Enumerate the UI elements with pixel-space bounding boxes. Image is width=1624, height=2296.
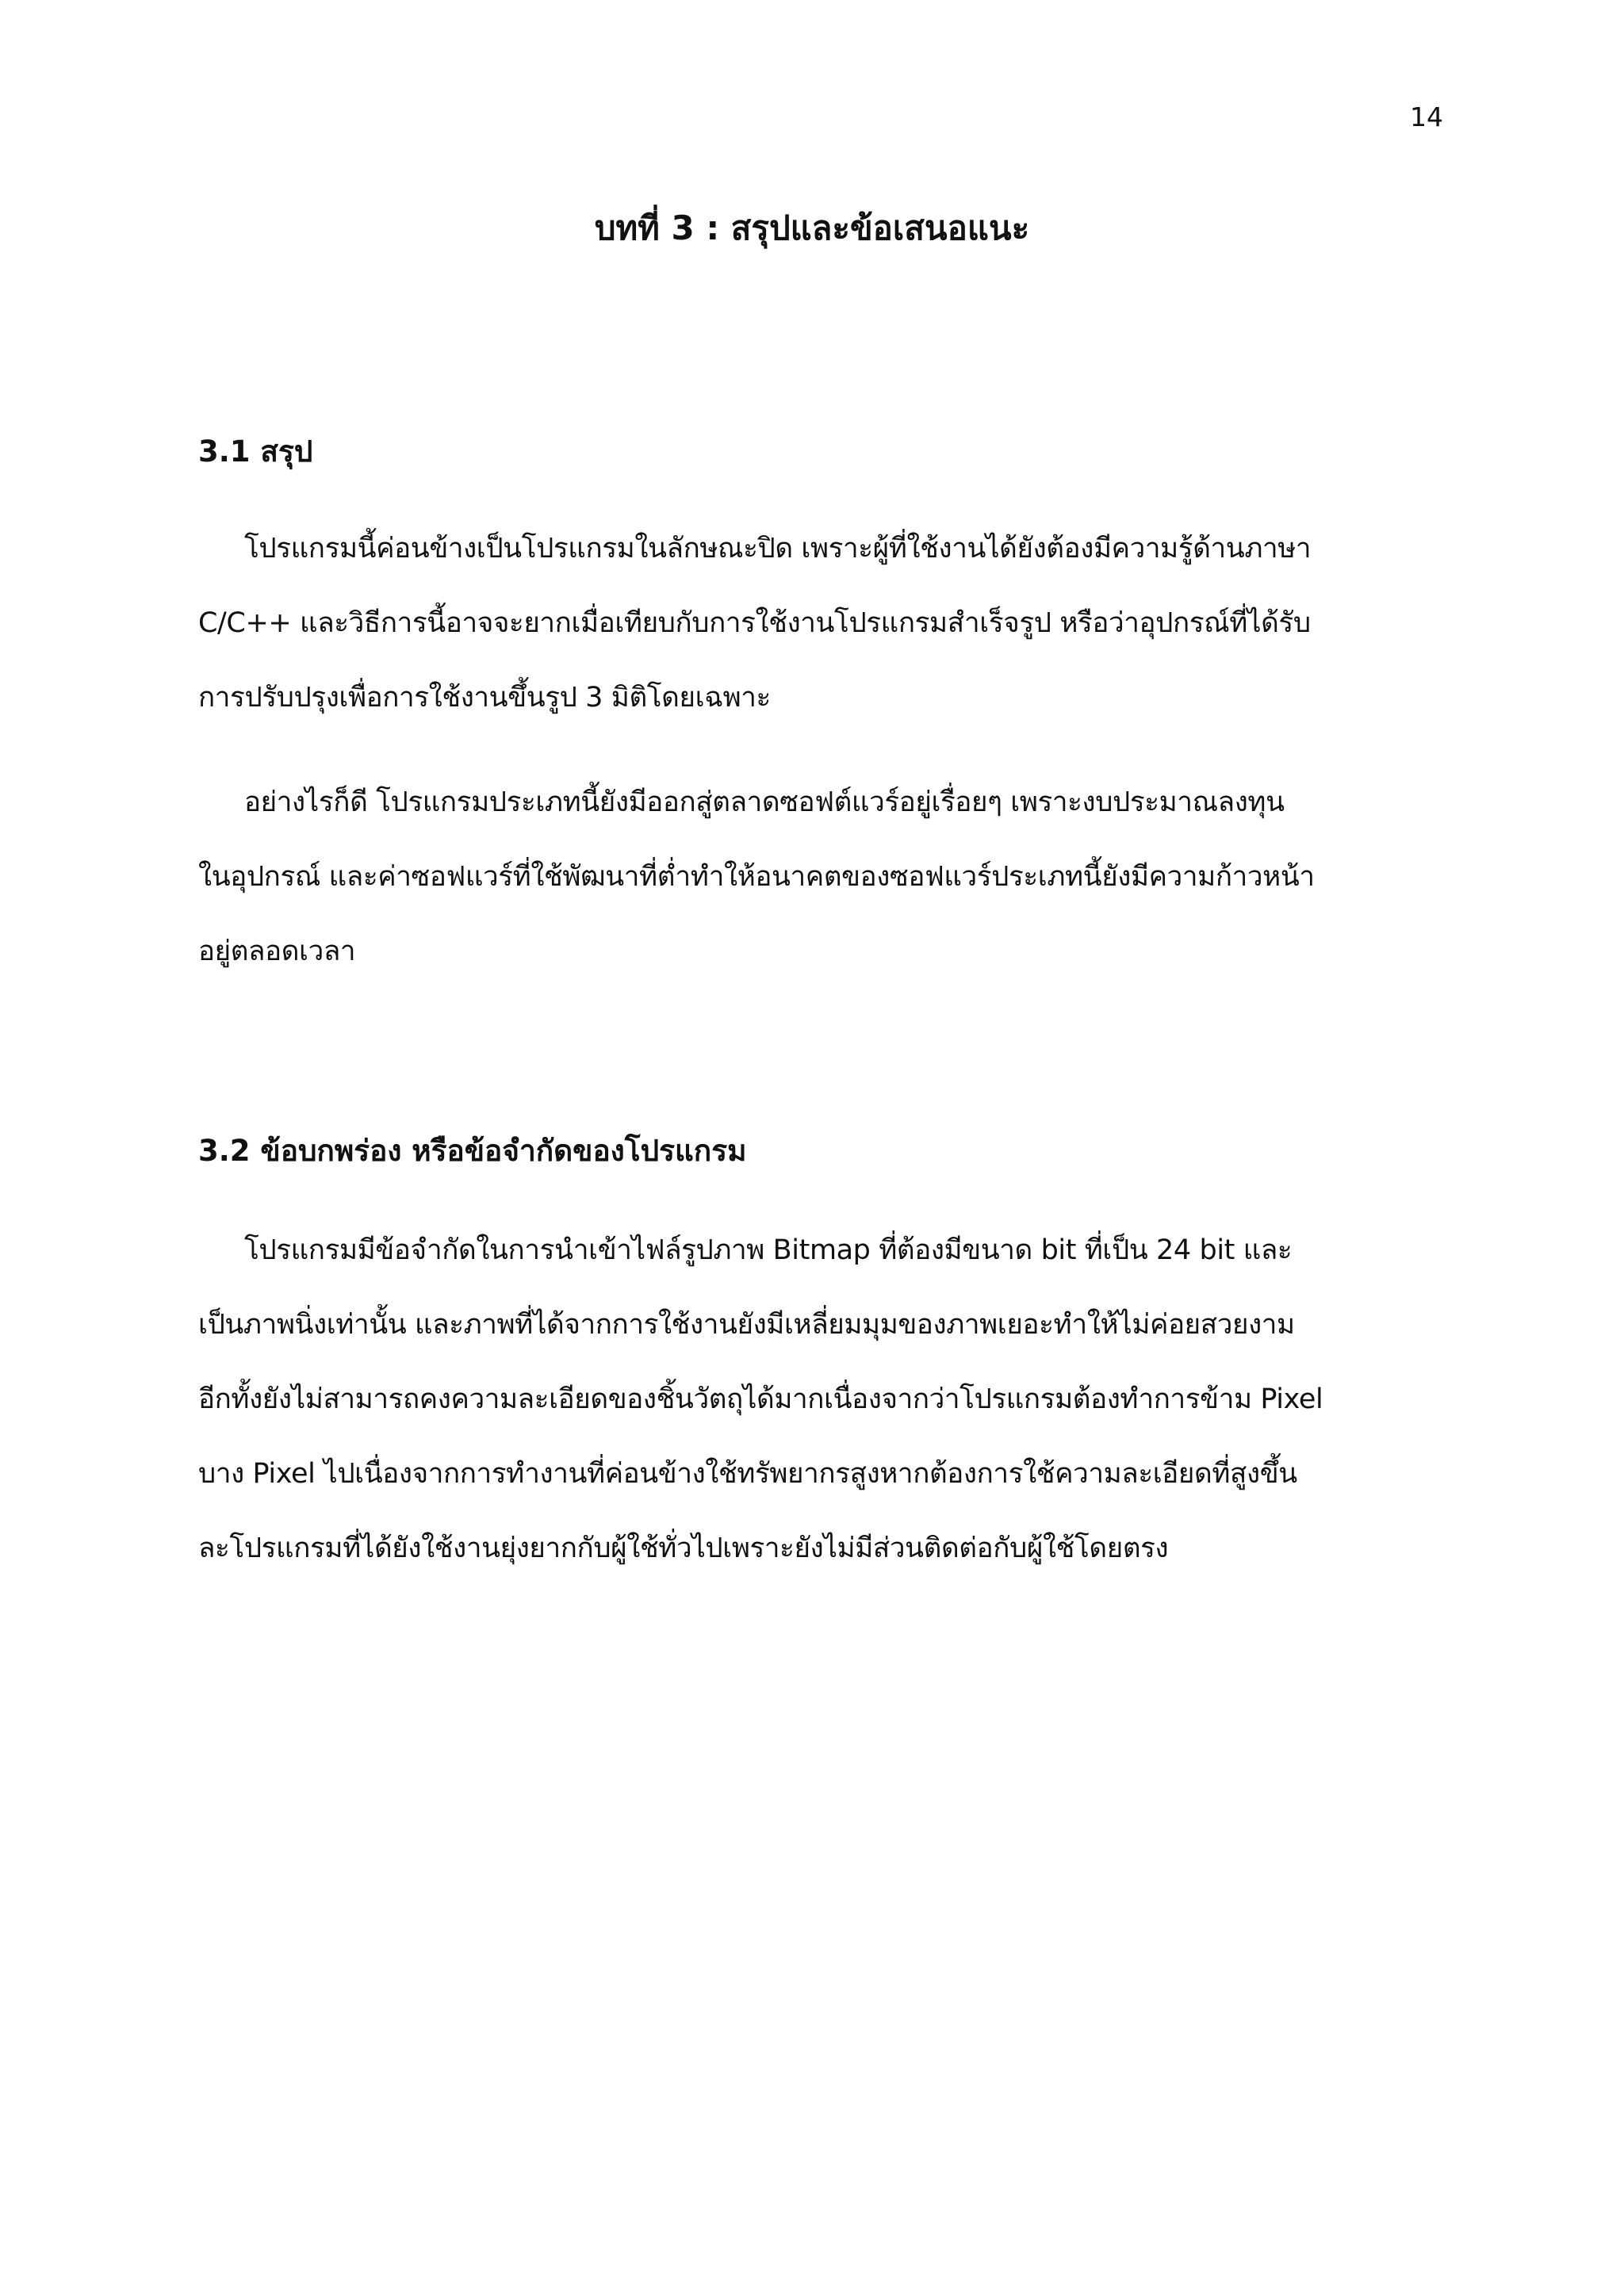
text-line: บาง Pixel ไปเนื่องจากการทำงานที่ค่อนข้างใช้ทรัพยากรสูงหากต้องการใช้ความละเอียดที่สูงขึ้น (198, 1458, 1297, 1490)
limitations-paragraph (198, 1213, 1435, 1586)
text-line: เป็นภาพนิ่งเท่านั้น และภาพที่ได้จากการใช้งานยังมีเหลี่ยมมุมของภาพเยอะทำให้ไม่ค่อยสวยงาม (198, 1309, 1295, 1341)
text-line: อยู่ตลอดเวลา (198, 936, 356, 967)
text-line: อย่างไรก็ดี โปรแกรมประเภทนี้ยังมีออกสู่ตลาดซอฟต์แวร์อยู่เรื่อยๆ เพราะงบประมาณลงทุน (244, 786, 1285, 818)
text-line: C/C++ และวิธีการนี้อาจจะยากเมื่อเทียบกับการใช้งานโปรแกรมสำเร็จรูป หรือว่าอุปกรณ์ที่ได้รับ (198, 607, 1311, 639)
summary-paragraph-1 (198, 511, 1435, 735)
summary-paragraph-2 (198, 765, 1435, 989)
text-line: โปรแกรมนี้ค่อนข้างเป็นโปรแกรมในลักษณะปิด เพราะผู้ที่ใช้งานได้ยังต้องมีความรู้ด้านภาษา (244, 533, 1312, 564)
page-number: 14 (1410, 101, 1443, 132)
text-line: การปรับปรุงเพื่อการใช้งานขึ้นรูป 3 มิติโดยเฉพาะ (198, 682, 771, 714)
text-line: อีกทั้งยังไม่สามารถคงความละเอียดของชิ้นวัตถุได้มากเนื่องจากว่าโปรแกรมต้องทำการข้าม Pixel (198, 1383, 1323, 1415)
chapter-title: บทที่ 3 : สรุปและข้อเสนอแนะ (594, 209, 1030, 247)
text-line: ในอุปกรณ์ และค่าซอฟแวร์ที่ใช้พัฒนาที่ต่ำทำให้อนาคตของซอฟแวร์ประเภทนี้ยังมีความก้าวหน้า (198, 861, 1315, 893)
text-line: ละโปรแกรมที่ได้ยังใช้งานยุ่งยากกับผู้ใช้ทั่วไปเพราะยังไม่มีส่วนติดต่อกับผู้ใช้โดยตรง (198, 1533, 1169, 1564)
text-line: โปรแกรมมีข้อจำกัดในการนำเข้าไฟล์รูปภาพ Bitmap ที่ต้องมีขนาด bit ที่เป็น 24 bit และ (244, 1234, 1293, 1266)
section-heading-summary: 3.1 สรุป (198, 434, 313, 469)
section-heading-limitations: 3.2 ข้อบกพร่อง หรือข้อจำกัดของโปรแกรม (198, 1134, 747, 1168)
